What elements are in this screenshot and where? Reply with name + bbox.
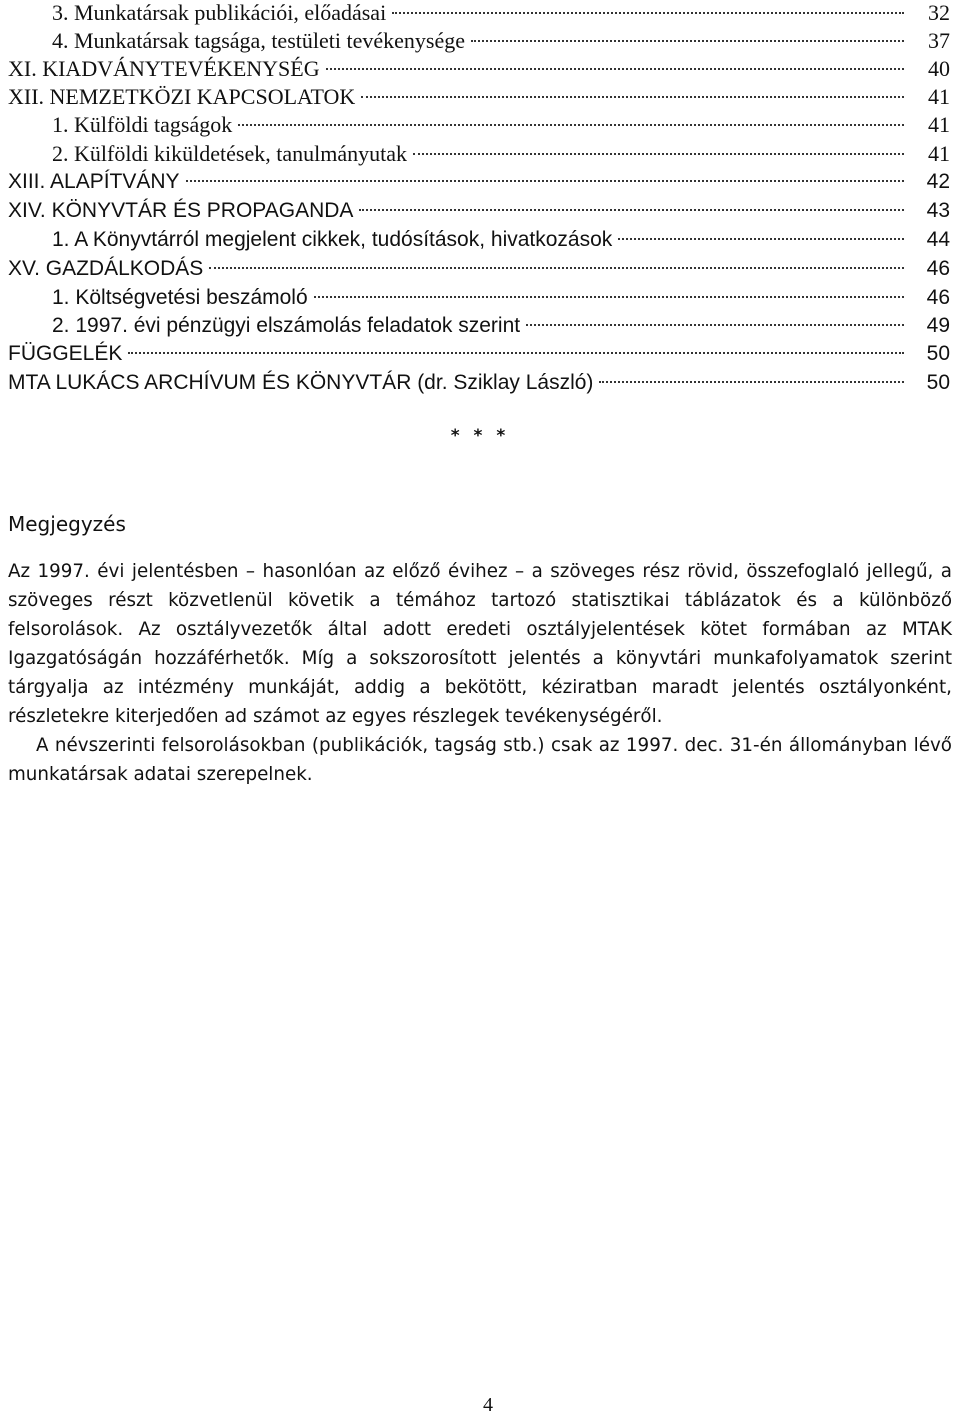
toc-entry-label: FÜGGELÉK [8,342,123,365]
toc-entry-page: 50 [926,371,950,394]
toc-entry [8,82,950,112]
toc-dot-leader [413,153,904,155]
toc-entry-page: 37 [928,28,950,53]
toc-entry-page: 41 [928,84,950,109]
toc-entry [8,339,950,369]
toc-entry-label: XV. GAZDÁLKODÁS [8,257,204,280]
note-paragraph: A névszerinti felsorolásokban (publikációk, tagság stb.) csak az 1997. dec. 31-én állományban lévő munkatársak adatai szerepelnek. [8,735,952,785]
toc-entry-label: MTA LUKÁCS ARCHÍVUM ÉS KÖNYVTÁR (dr. Sziklay László) [8,371,594,394]
toc-entry-page: 40 [928,56,950,81]
toc-entry-label: 1. A Könyvtárról megjelent cikkek, tudósítások, hivatkozások [52,228,613,251]
toc-entry [52,0,950,28]
toc-entry-label: 4. Munkatársak tagsága, testületi tevékenysége [52,28,465,53]
toc-entry-label: 1. Külföldi tagságok [52,112,233,137]
toc-entry-label: XI. KIADVÁNYTEVÉKENYSÉG [8,56,320,81]
page-number: 4 [483,1394,493,1416]
toc-dot-leader [471,40,904,42]
note-paragraph: Az 1997. évi jelentésben – hasonlóan az előző évihez – a szöveges rész rövid, összefoglaló jellegű, a szöveges részt közvetlenül követik a témához tartozó statisztikai táblázatok és a különböző felsorolások. Az osztályvezetők által adott eredeti osztályjelentések kötet formában az MTAK Igazgatóságán hozzáférhetők. Míg a sokszorosított jelentés a könyvtári munkafolyamatok szerint tárgyalja az intézmény munkáját, addig a bekötött, kéziratban maradt jelentés osztályonként, részletekre kiterjedően ad számot az egyes részlegek tevékenységéről. [8,561,952,727]
toc-dot-leader [361,96,904,98]
toc-dot-leader [599,381,904,383]
toc-entry [52,283,950,313]
toc-entry-label: XIII. ALAPÍTVÁNY [8,170,180,193]
toc-entry-label: 3. Munkatársak publikációi, előadásai [52,0,387,25]
toc-entry-page: 49 [926,314,950,337]
toc-entry-page: 41 [928,141,950,166]
toc-dot-leader [526,324,904,326]
toc-entry-label: 2. Külföldi kiküldetések, tanulmányutak [52,141,407,166]
toc-dot-leader [209,267,904,269]
toc-entry-page: 46 [926,257,950,280]
toc-dot-leader [392,12,904,14]
toc-entry-label: 1. Költségvetési beszámoló [52,286,308,309]
toc-entry-page: 32 [928,0,950,25]
toc-entry [8,54,950,84]
toc-entry-label: 2. 1997. évi pénzügyi elszámolás feladatok szerint [52,314,521,337]
toc-entry-page: 42 [926,170,950,193]
toc-entry-page: 41 [928,112,950,137]
note-body [8,557,952,789]
toc-dot-leader [618,238,904,240]
toc-entry-page: 43 [926,199,950,222]
toc-entry [8,167,950,197]
toc-entry [8,368,950,398]
toc-dot-leader [314,296,904,298]
toc-dot-leader [359,209,904,211]
toc-dot-leader [238,124,904,126]
toc-entry-page: 50 [926,342,950,365]
toc-dot-leader [186,180,904,182]
toc-entry [52,139,950,169]
toc-dot-leader [326,68,904,70]
toc-entry [8,196,950,226]
toc-entry-page: 46 [926,286,950,309]
toc-entry-page: 44 [926,228,950,251]
toc-dot-leader [128,352,904,354]
toc-entry [8,254,950,284]
toc-entry-label: XII. NEMZETKÖZI KAPCSOLATOK [8,84,356,109]
note-heading: Megjegyzés [8,512,126,536]
toc-entry [52,110,950,140]
toc-entry [52,311,950,341]
toc-entry [52,225,950,255]
toc-entry [52,26,950,56]
toc-entry-label: XIV. KÖNYVTÁR ÉS PROPAGANDA [8,199,354,222]
section-separator: * * * [450,426,510,446]
